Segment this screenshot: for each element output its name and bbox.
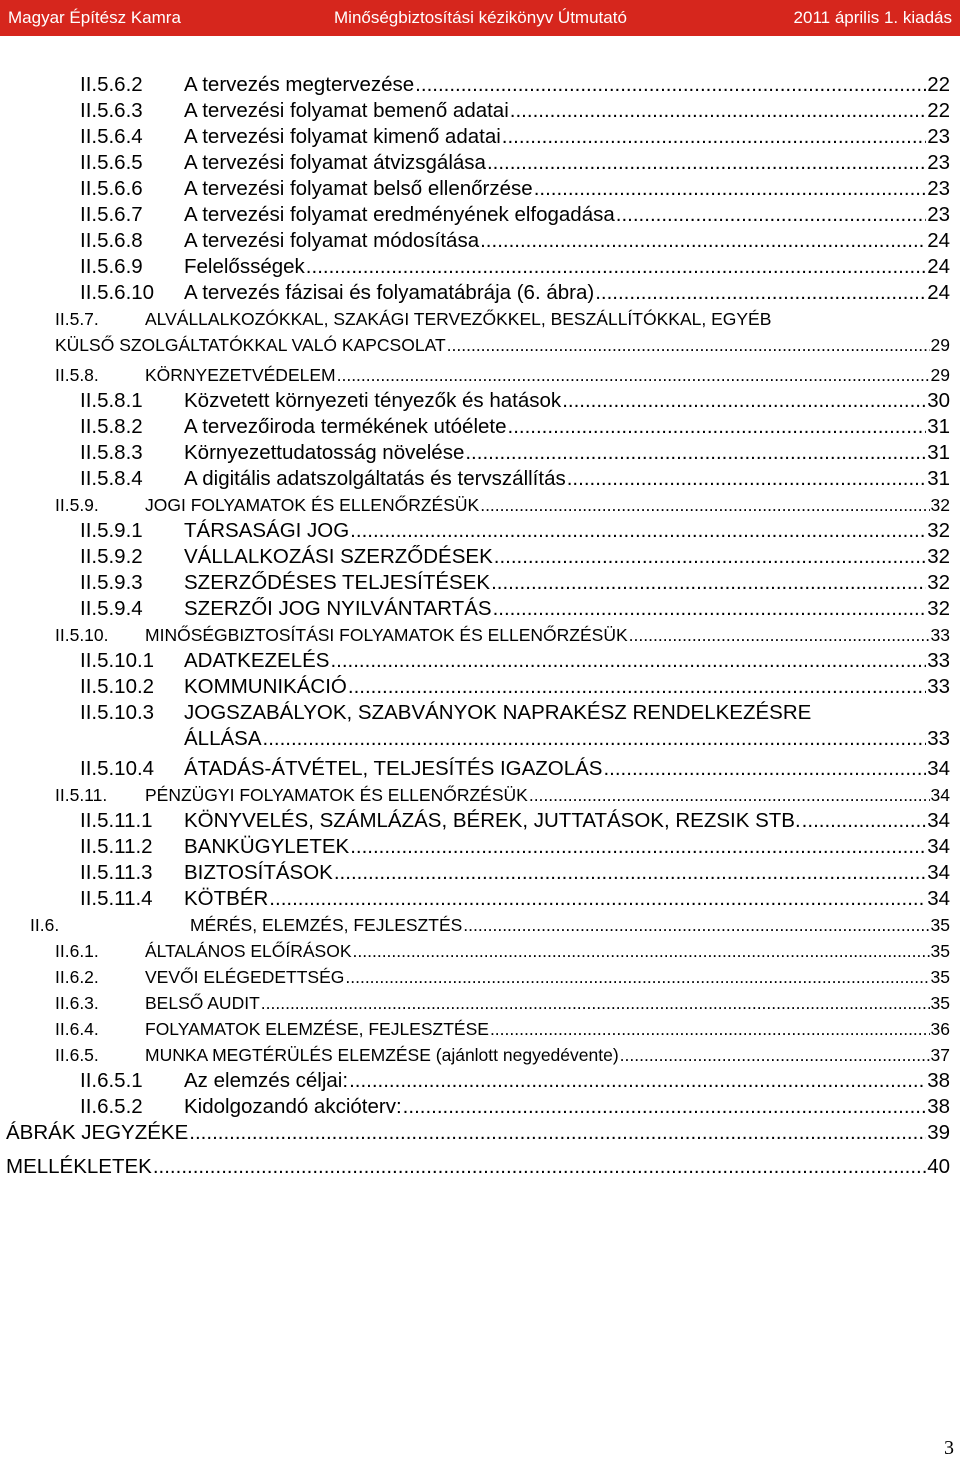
page-header (0, 0, 960, 36)
dot-leader (480, 492, 929, 518)
toc-entry[interactable] (80, 756, 953, 782)
toc-entry-number: II.5.11.1 (80, 809, 153, 832)
dot-leader (153, 1154, 926, 1180)
toc-entry-number: II.5.10.1 (80, 649, 155, 672)
toc-entry-page: 29 (930, 365, 950, 385)
toc-entry-title: JOGSZABÁLYOK, SZABVÁNYOK NAPRAKÉSZ RENDELKEZÉSRE (184, 701, 812, 724)
toc-entry-page: 37 (930, 1045, 950, 1065)
toc-entry-title: TÁRSASÁGI JOG (184, 519, 350, 542)
toc-entry[interactable] (80, 98, 953, 124)
toc-entry-number: II.5.9. (55, 495, 99, 515)
dot-leader (345, 964, 929, 990)
dot-leader (349, 1068, 926, 1094)
toc-entry-page: 32 (930, 495, 950, 515)
toc-entry[interactable] (80, 808, 953, 834)
toc-entry[interactable] (55, 964, 953, 990)
toc-entry-page: 24 (927, 229, 950, 252)
toc-entry-title: A tervezési folyamat bemenő adatai (184, 99, 509, 122)
toc-entry-title: VÁLLALKOZÁSI SZERZŐDÉSEK (184, 545, 493, 568)
toc-entry[interactable] (55, 306, 953, 332)
toc-entry-page: 30 (927, 389, 950, 412)
toc-entry-number: II.5.9.4 (80, 597, 143, 620)
toc-entry-page: 32 (927, 519, 950, 542)
toc-entry-number: II.5.6.5 (80, 151, 143, 174)
toc-entry-page: 31 (927, 467, 950, 490)
dot-leader (491, 570, 926, 596)
dot-leader (487, 150, 926, 176)
toc-entry-title: A tervezés fázisai és folyamatábrája (6. ábra) (184, 281, 595, 304)
toc-entry-number: II.5.6.7 (80, 203, 143, 226)
toc-entry-page: 35 (930, 941, 950, 961)
toc-entry-page: 31 (927, 441, 950, 464)
toc-entry[interactable] (55, 782, 953, 808)
toc-entry-title: VEVŐI ELÉGEDETTSÉG (145, 967, 345, 987)
dot-leader (508, 414, 927, 440)
toc-entry-number: II.5.8. (55, 365, 99, 385)
toc-entry[interactable] (80, 254, 953, 280)
dot-leader (269, 886, 926, 912)
toc-entry-number: II.5.10.4 (80, 757, 155, 780)
toc-entry[interactable] (55, 362, 953, 388)
toc-entry[interactable] (80, 414, 953, 440)
toc-entry-number: II.5.11.4 (80, 887, 153, 910)
dot-leader (463, 912, 929, 938)
dot-leader (493, 596, 927, 622)
toc-entry-page: 23 (927, 125, 950, 148)
toc-entry-title: A tervezési folyamat kimenő adatai (184, 125, 501, 148)
toc-entry[interactable] (55, 1016, 953, 1042)
toc-entry-number: II.6.5. (55, 1045, 99, 1065)
toc-entry-page: 35 (930, 993, 950, 1013)
toc-entry-number: II.5.11.3 (80, 861, 153, 884)
toc-entry[interactable] (80, 596, 953, 622)
toc-entry-page: 34 (927, 835, 950, 858)
dot-leader (189, 1120, 926, 1146)
toc-entry-title: ÁTADÁS-ÁTVÉTEL, TELJESÍTÉS IGAZOLÁS (184, 757, 603, 780)
toc-entry[interactable] (80, 440, 953, 466)
toc-entry-page: 22 (927, 99, 950, 122)
toc-entry-page: 32 (927, 545, 950, 568)
header-document-title: Minőségbiztosítási kézikönyv Útmutató (334, 8, 627, 27)
toc-entry[interactable] (80, 202, 953, 228)
toc-entry-continuation[interactable] (55, 332, 953, 358)
toc-entry-number: II.5.11. (55, 785, 108, 805)
toc-entry-number: II.6.1. (55, 941, 99, 961)
toc-entry[interactable] (6, 1154, 953, 1180)
toc-entry-title: Közvetett környezeti tényezők és hatások (184, 389, 562, 412)
toc-entry-title: A tervezési folyamat belső ellenőrzése (184, 177, 533, 200)
toc-entry-page: 33 (927, 727, 950, 750)
dot-leader (510, 98, 926, 124)
dot-leader (490, 1016, 930, 1042)
toc-entry-number: II.5.9.1 (80, 519, 143, 542)
dot-leader (562, 388, 926, 414)
toc-entry-number: II.5.11.2 (80, 835, 153, 858)
dot-leader (261, 990, 930, 1016)
toc-entry-number: II.5.8.4 (80, 467, 143, 490)
toc-entry-number: II.6.4. (55, 1019, 99, 1039)
toc-entry-title: ÁBRÁK JEGYZÉKE (6, 1121, 189, 1144)
toc-entry-page: 40 (927, 1155, 950, 1178)
dot-leader (595, 280, 926, 306)
toc-entry-title: ADATKEZELÉS (184, 649, 330, 672)
toc-entry-title: KOMMUNIKÁCIÓ (184, 675, 347, 698)
toc-entry[interactable] (80, 124, 953, 150)
toc-entry[interactable] (80, 570, 953, 596)
toc-entry[interactable] (80, 648, 953, 674)
dot-leader (567, 466, 926, 492)
toc-entry-title: Az elemzés céljai: (184, 1069, 349, 1092)
toc-entry-page: 23 (927, 203, 950, 226)
toc-entry-page: 38 (927, 1095, 950, 1118)
toc-entry-page: 22 (927, 73, 950, 96)
toc-entry-title: PÉNZÜGYI FOLYAMATOK ÉS ELLENŐRZÉSÜK (145, 785, 528, 805)
dot-leader (802, 808, 927, 834)
toc-entry[interactable] (80, 860, 953, 886)
toc-entry-number: II.5.9.3 (80, 571, 143, 594)
toc-entry-title: A tervezőiroda termékének utóélete (184, 415, 507, 438)
dot-leader (534, 176, 927, 202)
toc-entry-page: 39 (927, 1121, 950, 1144)
toc-entry-page: 36 (930, 1019, 950, 1039)
toc-entry-title: KÖRNYEZETVÉDELEM (145, 365, 336, 385)
toc-entry-continuation[interactable] (184, 726, 953, 752)
toc-entry-number: II.5.7. (55, 309, 99, 329)
toc-entry[interactable] (80, 1094, 953, 1120)
toc-entry-page: 33 (927, 649, 950, 672)
dot-leader (350, 834, 926, 860)
toc-entry-page: 34 (927, 809, 950, 832)
toc-entry-title: A tervezés megtervezése (184, 73, 415, 96)
toc-entry-title: MINŐSÉGBIZTOSÍTÁSI FOLYAMATOK ÉS ELLENŐRZÉSÜK (145, 625, 628, 645)
toc-entry-title: A tervezési folyamat átvizsgálása (184, 151, 486, 174)
dot-leader (415, 72, 926, 98)
toc-entry-title: BIZTOSÍTÁSOK (184, 861, 333, 884)
dot-leader (603, 756, 926, 782)
toc-entry[interactable] (80, 886, 953, 912)
toc-entry-number: II.5.8.2 (80, 415, 143, 438)
toc-entry-number: II.5.6.9 (80, 255, 143, 278)
dot-leader (480, 228, 926, 254)
dot-leader (629, 622, 930, 648)
toc-entry-number: II.5.6.8 (80, 229, 143, 252)
dot-leader (334, 860, 926, 886)
toc-entry[interactable] (55, 1042, 953, 1068)
toc-entry-title: SZERZŐDÉSES TELJESÍTÉSEK (184, 571, 491, 594)
toc-entry[interactable] (6, 1120, 953, 1146)
toc-entry-page: 24 (927, 281, 950, 304)
toc-entry-title: Kidolgozandó akcióterv: (184, 1095, 402, 1118)
dot-leader (348, 674, 926, 700)
toc-entry[interactable] (80, 176, 953, 202)
dot-leader (306, 254, 926, 280)
toc-entry-page: 35 (930, 915, 950, 935)
toc-entry-number: II.5.10.2 (80, 675, 155, 698)
toc-entry-page: 34 (927, 887, 950, 910)
dot-leader (502, 124, 926, 150)
toc-entry-title: A tervezési folyamat eredményének elfogadása (184, 203, 615, 226)
dot-leader (494, 544, 926, 570)
dot-leader (353, 938, 930, 964)
toc-entry-title: ÁLTALÁNOS ELŐÍRÁSOK (145, 941, 352, 961)
toc-entry[interactable] (80, 518, 953, 544)
dot-leader (447, 332, 930, 358)
toc-entry[interactable] (80, 834, 953, 860)
toc-entry-title: KÖTBÉR (184, 887, 269, 910)
toc-entry-number: II.6. (30, 915, 60, 935)
toc-entry-page: 31 (927, 415, 950, 438)
dot-leader (620, 1042, 930, 1068)
toc-entry-page: 34 (930, 785, 950, 805)
toc-entry[interactable] (80, 228, 953, 254)
header-organization: Magyar Építész Kamra (8, 8, 181, 27)
toc-entry-number: II.5.10.3 (80, 701, 155, 724)
toc-entry-page: 35 (930, 967, 950, 987)
toc-entry[interactable] (80, 674, 953, 700)
toc-entry-number: II.6.5.1 (80, 1069, 143, 1092)
toc-entry-title: MÉRÉS, ELEMZÉS, FEJLESZTÉS (190, 915, 463, 935)
toc-entry-title: MUNKA MEGTÉRÜLÉS ELEMZÉSE (ajánlott negyedévente) (145, 1045, 619, 1065)
toc-entry[interactable] (55, 938, 953, 964)
header-edition: 2011 április 1. kiadás (793, 8, 952, 27)
toc-entry-number: II.5.6.10 (80, 281, 155, 304)
toc-entry-page: 34 (927, 861, 950, 884)
toc-entry-number: II.5.9.2 (80, 545, 143, 568)
dot-leader (263, 726, 927, 752)
toc-entry[interactable] (30, 912, 953, 938)
toc-entry-number: II.5.8.1 (80, 389, 143, 412)
dot-leader (529, 782, 930, 808)
toc-entry-page: 29 (930, 335, 950, 355)
toc-entry-title: MELLÉKLETEK (6, 1155, 152, 1178)
toc-entry-number: II.5.6.2 (80, 73, 143, 96)
toc-entry-number: II.5.10. (55, 625, 109, 645)
toc-entry-title: A digitális adatszolgáltatás és tervszállítás (184, 467, 566, 490)
toc-entry-title: Környezettudatosság növelése (184, 441, 465, 464)
toc-entry-number: II.5.8.3 (80, 441, 143, 464)
toc-entry[interactable] (80, 700, 953, 726)
toc-entry[interactable] (55, 492, 953, 518)
dot-leader (616, 202, 926, 228)
toc-entry[interactable] (80, 1068, 953, 1094)
toc-entry[interactable] (80, 388, 953, 414)
dot-leader (337, 362, 930, 388)
dot-leader (350, 518, 926, 544)
toc-entry-title: Felelősségek (184, 255, 305, 278)
toc-entry[interactable] (80, 72, 953, 98)
toc-entry-page: 24 (927, 255, 950, 278)
toc-entry-page: 33 (930, 625, 950, 645)
toc-entry-title: A tervezési folyamat módosítása (184, 229, 480, 252)
toc-entry[interactable] (80, 544, 953, 570)
toc-entry-title: BANKÜGYLETEK (184, 835, 350, 858)
toc-entry-title: BELSŐ AUDIT (145, 993, 260, 1013)
toc-entry-number: II.5.6.3 (80, 99, 143, 122)
toc-entry-page: 38 (927, 1069, 950, 1092)
toc-entry-title-continued: KÜLSŐ SZOLGÁLTATÓKKAL VALÓ KAPCSOLAT (55, 335, 446, 355)
toc-entry-title: KÖNYVELÉS, SZÁMLÁZÁS, BÉREK, JUTTATÁSOK, REZSIK STB. (184, 809, 801, 832)
toc-entry-page: 23 (927, 151, 950, 174)
toc-entry[interactable] (80, 150, 953, 176)
toc-entry-page: 33 (927, 675, 950, 698)
toc-entry[interactable] (55, 990, 953, 1016)
toc-entry[interactable] (80, 280, 953, 306)
toc-entry-title: ALVÁLLALKOZÓKKAL, SZAKÁGI TERVEZŐKKEL, BESZÁLLÍTÓKKAL, EGYÉB (145, 309, 772, 329)
toc-entry-number: II.6.5.2 (80, 1095, 143, 1118)
dot-leader (403, 1094, 927, 1120)
dot-leader (330, 648, 926, 674)
toc-entry-number: II.5.6.4 (80, 125, 143, 148)
toc-entry-page: 34 (927, 757, 950, 780)
toc-entry-number: II.6.3. (55, 993, 99, 1013)
page-number: 3 (944, 1437, 954, 1459)
toc-entry-title-continued: ÁLLÁSA (184, 727, 262, 750)
dot-leader (465, 440, 926, 466)
toc-entry-title: FOLYAMATOK ELEMZÉSE, FEJLESZTÉSE (145, 1019, 489, 1039)
toc-entry-title: SZERZŐI JOG NYILVÁNTARTÁS (184, 597, 492, 620)
toc-entry-title: JOGI FOLYAMATOK ÉS ELLENŐRZÉSÜK (145, 495, 480, 515)
toc-entry[interactable] (80, 466, 953, 492)
toc-entry-number: II.5.6.6 (80, 177, 143, 200)
toc-entry-page: 23 (927, 177, 950, 200)
toc-entry-page: 32 (927, 597, 950, 620)
toc-entry[interactable] (55, 622, 953, 648)
toc-entry-number: II.6.2. (55, 967, 99, 987)
toc-entry-page: 32 (927, 571, 950, 594)
